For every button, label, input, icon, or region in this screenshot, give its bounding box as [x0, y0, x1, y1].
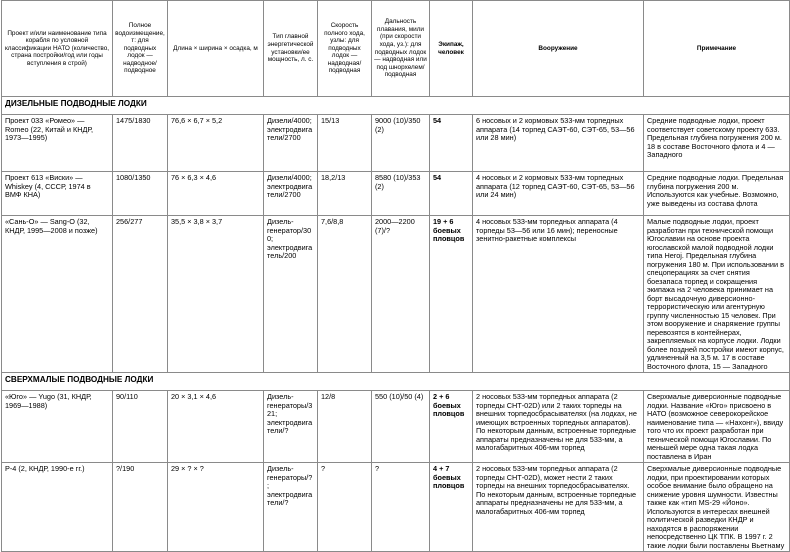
cell-displacement: 90/110 — [113, 391, 168, 463]
cell-speed: 7,6/8,8 — [318, 216, 372, 373]
cell-name: «Юго» — Yugo (31, КНДР, 1969—1988) — [2, 391, 113, 463]
cell-crew: 2 + 6 боевых пловцов — [430, 391, 473, 463]
section-title-midget: СВЕРХМАЛЫЕ ПОДВОДНЫЕ ЛОДКИ — [2, 373, 790, 391]
cell-speed: ? — [318, 463, 372, 552]
cell-range: 550 (10)/50 (4) — [372, 391, 430, 463]
header-row — [2, 1, 790, 97]
cell-speed: 12/8 — [318, 391, 372, 463]
cell-crew: 54 — [430, 115, 473, 172]
header-crew: Экипаж, человек — [430, 1, 473, 97]
cell-speed: 18,2/13 — [318, 172, 372, 216]
cell-armament: 2 носовых 533-мм торпедных аппарата (2 торпеды СНТ-02D), может нести 2 таких торпеды на внешних торпедосбрасывателях. По некоторым данным, встроенные торпедные аппараты предназначены не для 533-мм, а малогабаритных 406-мм торпед — [473, 463, 644, 552]
cell-range: ? — [372, 463, 430, 552]
table-row — [2, 391, 790, 463]
cell-powerplant: Дизель-генератор/300; электродвигатель/200 — [264, 216, 318, 373]
cell-range: 9000 (10)/350 (2) — [372, 115, 430, 172]
cell-range: 8580 (10)/353 (2) — [372, 172, 430, 216]
cell-displacement: ?/190 — [113, 463, 168, 552]
header-dimensions: Длина × ширина × осадка, м — [168, 1, 264, 97]
header-displacement: Полное водоизмещение, т: для подводных лодок — надводное/подводное — [113, 1, 168, 97]
header-name: Проект и/или наименование типа корабля по условной классификации НАТО (количество, страна постройки/год или годы вступления в строй) — [2, 1, 113, 97]
cell-dimensions: 76,6 × 6,7 × 5,2 — [168, 115, 264, 172]
header-powerplant: Тип главной энергетической установки/ее мощность, л. с. — [264, 1, 318, 97]
header-note: Примечание — [644, 1, 790, 97]
table-row — [2, 463, 790, 552]
cell-speed: 15/13 — [318, 115, 372, 172]
cell-displacement: 256/277 — [113, 216, 168, 373]
table-row — [2, 216, 790, 373]
cell-name: «Сань-О» — Sang-O (32, КНДР, 1995—2008 и позже) — [2, 216, 113, 373]
section-row — [2, 97, 790, 115]
cell-displacement: 1475/1830 — [113, 115, 168, 172]
cell-note: Сверхмалые диверсионные подводные лодки. Название «Юго» присвоено в НАТО (возможное северокорейское наименование типа — «Нахонг»), ввиду того что их проект разработан при технической помощи Югославии. По меньшей мере одна такая лодка поставлена в Иран — [644, 391, 790, 463]
header-speed: Скорость полного хода, узлы: для подводных лодок — надводная/подводная — [318, 1, 372, 97]
cell-armament: 2 носовых 533-мм торпедных аппарата (2 торпеды СНТ-02D) или 2 таких торпеды на внешних торпедосбрасывателях (на лодках, не имеющих встроенных торпедных аппаратов). По некоторым данным, встроенные торпедные аппараты предназначены не для 533-мм, а малогабаритных 406-мм торпед — [473, 391, 644, 463]
table-row — [2, 172, 790, 216]
cell-name: Проект 613 «Виски» — Whiskey (4, СССР, 1974 в ВМФ КНА) — [2, 172, 113, 216]
cell-displacement: 1080/1350 — [113, 172, 168, 216]
cell-dimensions: 20 × 3,1 × 4,6 — [168, 391, 264, 463]
submarine-table — [1, 0, 790, 552]
table-row — [2, 115, 790, 172]
header-armament: Вооружение — [473, 1, 644, 97]
cell-crew: 19 + 6 боевых пловцов — [430, 216, 473, 373]
cell-note: Малые подводные лодки, проект разработан при технической помощи Югославии на основе проекта югославской малой подводной лодки типа Heroj. Предельная глубина погружения 180 м. При использовании в спецоперациях за счет снятия боезапаса торпед и сокращения экипажа на 2 человека принимает на борт высадочную диверсионно-террористическую или агентурную группу численностью 15 человек. При этом вооружение и снаряжение группы перевозятся в контейнерах, закрепляемых на корпусе лодки. Лодки более поздней постройки имеют корпус, удлиненный на 3,5 м. 17 в составе Восточного флота, 15 — Западного — [644, 216, 790, 373]
cell-powerplant: Дизели/4000; электродвигатели/2700 — [264, 115, 318, 172]
cell-note: Сверхмалые диверсионные подводные лодки, при проектировании которых особое внимание было обращено на снижение уровня шумности. Известны также как «тип MS-29 «Йоно». Используются в интересах внешней политической разведки КНДР и находятся в распоряжении непосредственно ЦК ТПК. В 1997 г. 2 такие лодки были поставлены Вьетнаму — [644, 463, 790, 552]
cell-armament: 4 носовых 533-мм торпедных аппарата (4 торпеды 53—56 или 16 мин); переносные зенитно-ракетные комплексы — [473, 216, 644, 373]
cell-powerplant: Дизель-генераторы/?; электродвигатели/? — [264, 463, 318, 552]
cell-range: 2000—2200 (7)/? — [372, 216, 430, 373]
cell-powerplant: Дизели/4000; электродвигатели/2700 — [264, 172, 318, 216]
cell-powerplant: Дизель-генераторы/321; электродвигатели/? — [264, 391, 318, 463]
section-title-diesel: ДИЗЕЛЬНЫЕ ПОДВОДНЫЕ ЛОДКИ — [2, 97, 790, 115]
section-row — [2, 373, 790, 391]
cell-crew: 4 + 7 боевых пловцов — [430, 463, 473, 552]
cell-crew: 54 — [430, 172, 473, 216]
cell-note: Средние подводные лодки. Предельная глубина погружения 200 м. Используются как учебные. Возможно, уже выведены из состава флота — [644, 172, 790, 216]
cell-note: Средние подводные лодки, проект соответствует советскому проекту 633. Предельная глубина погружения 200 м. 18 в составе Восточного флота и 4 — Западного — [644, 115, 790, 172]
cell-name: Проект 033 «Ромео» — Romeo (22, Китай и КНДР, 1973—1995) — [2, 115, 113, 172]
cell-armament: 4 носовых и 2 кормовых 533-мм торпедных аппарата (12 торпед САЭТ-60, СЭТ-65, 53—56 или 24 мин) — [473, 172, 644, 216]
cell-armament: 6 носовых и 2 кормовых 533-мм торпедных аппарата (14 торпед САЭТ-60, СЭТ-65, 53—56 или 28 мин) — [473, 115, 644, 172]
cell-name: Р-4 (2, КНДР, 1990-е гг.) — [2, 463, 113, 552]
cell-dimensions: 35,5 × 3,8 × 3,7 — [168, 216, 264, 373]
cell-dimensions: 29 × ? × ? — [168, 463, 264, 552]
cell-dimensions: 76 × 6,3 × 4,6 — [168, 172, 264, 216]
header-range: Дальность плавания, мили (при скорости хода, уз.): для подводных лодок — надводная или под шнорхелем/подводная — [372, 1, 430, 97]
